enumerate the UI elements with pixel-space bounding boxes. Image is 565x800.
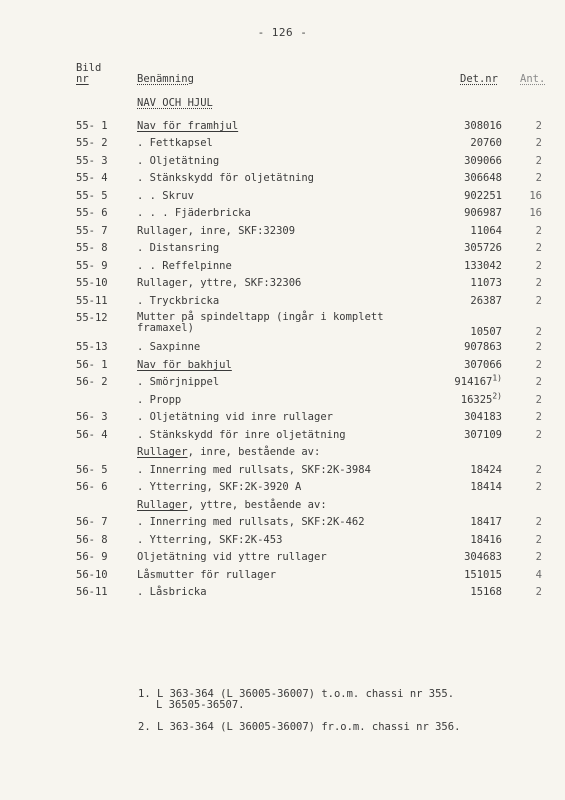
detail-number [440,153,502,169]
bild-number: 55- 9 [76,260,108,272]
detail-number-text: 16325 [460,394,493,406]
part-name [137,514,365,530]
detail-number-text: 304683 [464,551,502,563]
header-det: Det.nr [460,73,498,85]
part-name [137,444,320,460]
quantity: 2 [535,242,542,254]
detail-number-text: 18417 [470,516,502,528]
bild-number: 56- 5 [76,464,108,476]
quantity: 2 [535,429,542,441]
quantity: 2 [535,551,542,563]
quantity: 2 [535,586,542,598]
detail-number-text: 902251 [464,190,502,202]
footnote-ref: 1) [492,373,502,383]
detail-number-text: 307109 [464,429,502,441]
table-row [0,310,565,340]
detail-number [440,427,502,443]
quantity: 2 [535,376,542,388]
part-name-line2: framaxel) [137,322,194,334]
table-row [0,497,565,513]
part-name [137,258,232,274]
part-name-text: . Propp [137,394,182,406]
detail-number-text: 308016 [464,120,502,132]
detail-number [440,479,502,495]
table-row [0,205,565,221]
footnote-ref: 2) [492,391,502,401]
part-name [137,118,238,134]
page-number: - 126 - [257,26,308,39]
part-name-text: . Tryckbricka [137,295,220,307]
quantity: 2 [535,155,542,167]
detail-number [440,258,502,274]
part-name-text: Mutter på spindeltapp (ingår i komplett [137,311,384,323]
detail-number [440,135,502,151]
part-name-text: . Stänkskydd för inre oljetätning [137,429,346,441]
table-row [0,392,565,408]
bild-number: 56- 7 [76,516,108,528]
part-name-text: . Innerring med rullsats, SKF:2K-462 [137,516,365,528]
detail-number [440,339,502,355]
part-name [137,312,384,334]
table-row [0,374,565,390]
bild-number: 56-10 [76,569,108,581]
bild-number: 55- 2 [76,137,108,149]
part-name-text: Rullager, inre, SKF:32309 [137,225,296,237]
part-name-text: . . Skruv [137,190,194,202]
detail-number [440,409,502,425]
part-name [137,497,327,513]
detail-number [440,118,502,134]
quantity: 2 [535,295,542,307]
table-row [0,170,565,186]
part-name-text: . Innerring med rullsats, SKF:2K-3984 [137,464,371,476]
detail-number [440,584,502,600]
detail-number [440,188,502,204]
bild-number: 56- 6 [76,481,108,493]
bild-number: 55- 3 [76,155,108,167]
part-name [137,135,213,151]
part-name-text: . . Reffelpinne [137,260,232,272]
part-name [137,357,232,373]
part-name [137,392,181,408]
detail-number [440,205,502,221]
bild-number: 56- 2 [76,376,108,388]
table-row [0,258,565,274]
detail-number-text: 26387 [470,295,502,307]
detail-number-text: 307066 [464,359,502,371]
bild-number: 55- 4 [76,172,108,184]
table-row [0,339,565,355]
quantity: 16 [529,190,542,202]
table-row [0,584,565,600]
table-row [0,532,565,548]
bild-number: 55- 8 [76,242,108,254]
detail-number-text: 133042 [464,260,502,272]
bild-number: 56-11 [76,586,108,598]
detail-number [440,567,502,583]
header-bild [76,63,101,85]
detail-number [440,514,502,530]
part-name-text: . . . Fjäderbricka [137,207,251,219]
detail-number-text: 907863 [464,341,502,353]
header-bild-line1: Bild [76,62,102,74]
bild-number: 56- 1 [76,359,108,371]
detail-number [440,170,502,186]
part-name-text: Låsmutter för rullager [137,569,277,581]
detail-number [440,293,502,309]
detail-number-text: 18424 [470,464,502,476]
section-title: NAV OCH HJUL [137,97,213,109]
bild-number: 55-11 [76,295,108,307]
table-row [0,444,565,460]
quantity: 2 [535,516,542,528]
quantity: 2 [535,277,542,289]
part-name-text: . Distansring [137,242,220,254]
part-name [137,532,282,548]
quantity: 2 [535,359,542,371]
table-row [0,567,565,583]
detail-number-text: 309066 [464,155,502,167]
detail-number-text: 305726 [464,242,502,254]
table-row [0,153,565,169]
quantity: 2 [535,225,542,237]
part-name-text: Nav för bakhjul [137,359,232,371]
bild-number: 55-10 [76,277,108,289]
detail-number-text: 15168 [470,586,502,598]
part-name [137,584,207,600]
part-name-text: Oljetätning vid yttre rullager [137,551,327,563]
part-name [137,188,194,204]
quantity: 2 [535,411,542,423]
footnote-2: 2. L 363-364 (L 36005-36007) fr.o.m. chassi nr 356. [138,721,461,733]
part-name [137,462,371,478]
bild-number: 56- 8 [76,534,108,546]
part-name-text: . Låsbricka [137,586,207,598]
part-name-text: . Oljetätning [137,155,220,167]
part-name [137,479,301,495]
quantity: 2 [535,137,542,149]
detail-number [440,357,502,373]
part-name-text: Rullager, yttre, SKF:32306 [137,277,302,289]
detail-number-text: 18414 [470,481,502,493]
detail-number-text: 304183 [464,411,502,423]
quantity: 2 [535,326,542,338]
quantity: 2 [535,394,542,406]
bild-number: 55- 5 [76,190,108,202]
detail-number-text: 11064 [470,225,502,237]
part-name [137,223,295,239]
footnote-1-line1: 1. L 363-364 (L 36005-36007) t.o.m. chassi nr 355. [138,688,455,700]
part-name [137,339,200,355]
detail-number-text: 10507 [470,326,502,338]
detail-number-text: 906987 [464,207,502,219]
part-name-text: . Ytterring, SKF:2K-453 [137,534,283,546]
detail-number-text: 914167 [454,376,493,388]
detail-number [440,549,502,565]
bild-number: 55-12 [76,312,108,324]
part-name-text: Nav för framhjul [137,120,239,132]
part-name [137,549,327,565]
detail-number [440,462,502,478]
part-name-text: . Smörjnippel [137,376,220,388]
part-name-text: . Saxpinne [137,341,201,353]
detail-number-text: 306648 [464,172,502,184]
part-name-text: Rullager [137,499,188,511]
part-name [137,567,276,583]
detail-number [440,532,502,548]
quantity: 2 [535,464,542,476]
part-name-rest: , yttre, bestående av: [187,499,327,511]
detail-number-text: 20760 [470,137,502,149]
part-name [137,205,251,221]
part-name-text: . Stänkskydd för oljetätning [137,172,315,184]
part-name [137,374,219,390]
table-row [0,549,565,565]
part-name [137,153,219,169]
bild-number: 56- 9 [76,551,108,563]
detail-number [440,240,502,256]
quantity: 2 [535,534,542,546]
detail-number [440,275,502,291]
quantity: 4 [535,569,542,581]
table-row [0,427,565,443]
table-row [0,357,565,373]
quantity: 2 [535,341,542,353]
quantity: 2 [535,172,542,184]
table-row [0,293,565,309]
part-name [137,409,333,425]
table-row [0,409,565,425]
footnote-1-line2: L 36505-36507. [156,699,245,711]
part-name [137,240,219,256]
table-row [0,118,565,134]
detail-number [440,324,502,340]
bild-number: 55-13 [76,341,108,353]
detail-number-text: 11073 [470,277,502,289]
table-row [0,479,565,495]
header-ant: Ant. [520,73,546,85]
quantity: 2 [535,481,542,493]
quantity: 2 [535,260,542,272]
detail-number-text: 18416 [470,534,502,546]
detail-number [440,374,502,390]
header-bild-line2: nr [76,73,89,85]
quantity: 16 [529,207,542,219]
part-name [137,170,314,186]
bild-number: 56- 4 [76,429,108,441]
bild-number: 55- 6 [76,207,108,219]
part-name-text: . Ytterring, SKF:2K-3920 A [137,481,302,493]
detail-number [440,392,502,408]
part-name [137,427,346,443]
detail-number [440,223,502,239]
part-name-text: . Fettkapsel [137,137,213,149]
part-name [137,293,219,309]
header-name: Benämning [137,73,194,85]
part-name-rest: , inre, bestående av: [187,446,321,458]
bild-number: 55- 1 [76,120,108,132]
part-name [137,275,301,291]
table-row [0,240,565,256]
bild-number: 55- 7 [76,225,108,237]
part-name-text: . Oljetätning vid inre rullager [137,411,333,423]
table-row [0,514,565,530]
table-row [0,462,565,478]
detail-number-text: 151015 [464,569,502,581]
quantity: 2 [535,120,542,132]
table-row [0,188,565,204]
table-row [0,135,565,151]
bild-number: 56- 3 [76,411,108,423]
table-row [0,223,565,239]
table-row [0,275,565,291]
part-name-text: Rullager [137,446,188,458]
